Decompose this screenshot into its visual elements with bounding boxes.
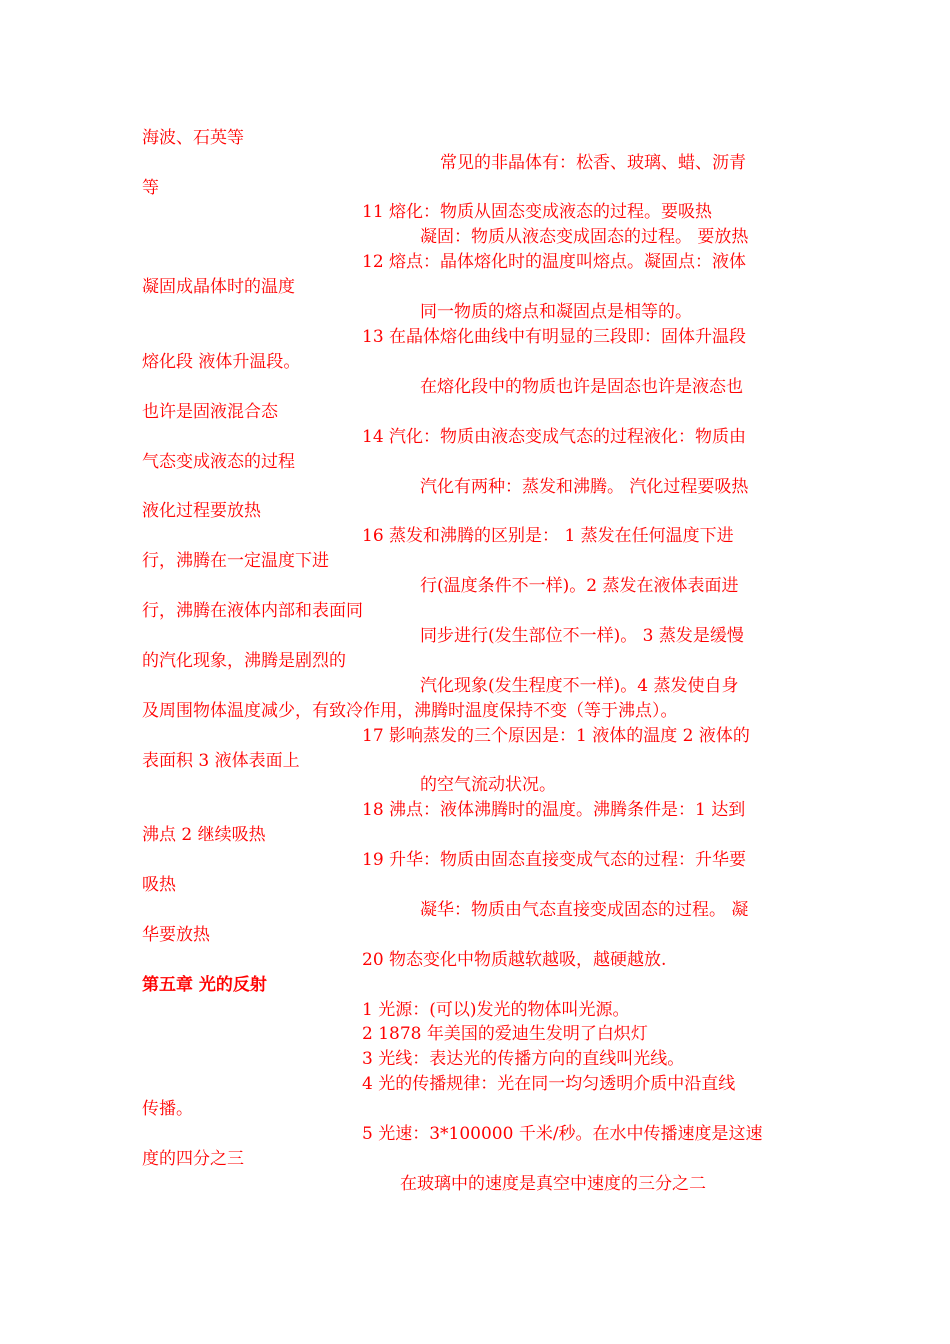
text-line: 3 光线：表达光的传播方向的直线叫光线。 (362, 1049, 685, 1069)
text-line: 等 (142, 178, 159, 198)
text-line: 5 光速：3*100000 千米/秒。在水中传播速度是这速 (362, 1124, 763, 1144)
text-line: 同步进行(发生部位不一样)。 3 蒸发是缓慢 (420, 626, 744, 646)
text-line: 的空气流动状况。 (420, 775, 556, 795)
text-line: 表面积 3 液体表面上 (142, 751, 300, 771)
text-line: 汽化现象(发生程度不一样)。4 蒸发使自身 (420, 676, 739, 696)
text-line: 熔化段 液体升温段。 (142, 352, 301, 372)
text-line: 17 影响蒸发的三个原因是：1 液体的温度 2 液体的 (362, 726, 750, 746)
chapter-heading: 第五章 光的反射 (142, 975, 267, 995)
text-line: 海波、石英等 (142, 128, 244, 148)
text-line: 13 在晶体熔化曲线中有明显的三段即：固体升温段 (362, 327, 747, 347)
text-line: 1 光源：(可以)发光的物体叫光源。 (362, 1000, 630, 1020)
text-line: 吸热 (142, 875, 176, 895)
text-line: 液化过程要放热 (142, 501, 261, 521)
text-line: 的汽化现象，沸腾是剧烈的 (142, 651, 346, 671)
text-line: 及周围物体温度减少，有致冷作用，沸腾时温度保持不变（等于沸点）。 (142, 701, 678, 721)
text-line: 行，沸腾在液体内部和表面同 (142, 601, 363, 621)
text-line: 华要放热 (142, 925, 210, 945)
text-line: 凝固成晶体时的温度 (142, 277, 295, 297)
text-line: 20 物态变化中物质越软越吸，越硬越放. (362, 950, 667, 970)
text-line: 气态变成液态的过程 (142, 452, 295, 472)
text-line: 传播。 (142, 1099, 193, 1119)
text-line: 常见的非晶体有：松香、玻璃、蜡、沥青 (440, 153, 746, 173)
text-line: 11 熔化：物质从固态变成液态的过程。要吸热 (362, 202, 713, 222)
text-line: 度的四分之三 (142, 1149, 244, 1169)
text-line: 行，沸腾在一定温度下进 (142, 551, 329, 571)
text-line: 也许是固液混合态 (142, 402, 278, 422)
text-line: 沸点 2 继续吸热 (142, 825, 266, 845)
text-line: 18 沸点：液体沸腾时的温度。沸腾条件是：1 达到 (362, 800, 746, 820)
text-line: 凝固：物质从液态变成固态的过程。 要放热 (420, 227, 749, 247)
text-line: 14 汽化：物质由液态变成气态的过程液化：物质由 (362, 427, 747, 447)
text-line: 12 熔点：晶体熔化时的温度叫熔点。凝固点：液体 (362, 252, 747, 272)
text-line: 同一物质的熔点和凝固点是相等的。 (420, 302, 692, 322)
text-line: 在玻璃中的速度是真空中速度的三分之二 (400, 1174, 706, 1194)
text-line: 凝华：物质由气态直接变成固态的过程。 凝 (420, 900, 749, 920)
text-line: 19 升华：物质由固态直接变成气态的过程：升华要 (362, 850, 747, 870)
text-line: 2 1878 年美国的爱迪生发明了白炽灯 (362, 1024, 648, 1044)
text-line: 行(温度条件不一样)。2 蒸发在液体表面进 (420, 576, 739, 596)
text-line: 汽化有两种：蒸发和沸腾。 汽化过程要吸热 (420, 477, 749, 497)
text-line: 在熔化段中的物质也许是固态也许是液态也 (420, 377, 743, 397)
text-line: 16 蒸发和沸腾的区别是： 1 蒸发在任何温度下进 (362, 526, 734, 546)
text-line: 4 光的传播规律：光在同一均匀透明介质中沿直线 (362, 1074, 736, 1094)
